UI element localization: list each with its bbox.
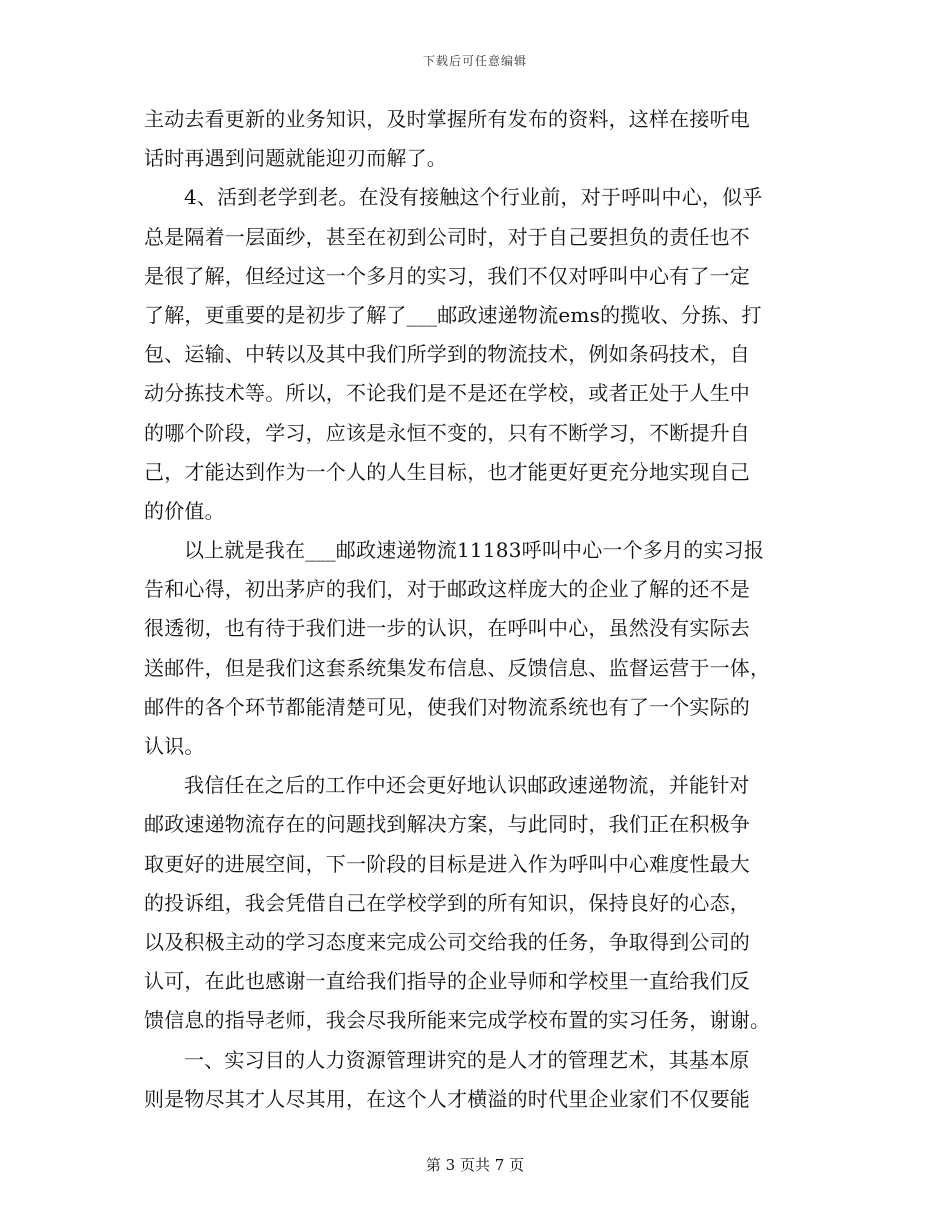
text-line: 的哪个阶段，学习，应该是永恒不变的，只有不断学习，不断提升自	[144, 420, 750, 445]
text-line: 动分拣技术等。所以，不论我们是不是还在学校，或者正处于人生中	[144, 381, 750, 406]
text-line: 话时再遇到问题就能迎刃而解了。	[144, 146, 447, 171]
paragraph-start-line: 一、实习目的人力资源管理讲究的是人才的管理艺术，其基本原	[184, 1047, 750, 1072]
text-line: 总是隔着一层面纱，甚至在初到公司时，对于自己要担负的责任也不	[144, 224, 750, 249]
text-line: 认识。	[144, 734, 205, 758]
text-line: 了解，更重要的是初步了解了___邮政速递物流ems的揽收、分拣、打	[144, 302, 762, 327]
text-line: 很透彻，也有待于我们进一步的认识，在呼叫中心，虽然没有实际去	[144, 616, 750, 641]
text-line: 告和心得，初出茅庐的我们，对于邮政这样庞大的企业了解的还不是	[144, 577, 750, 602]
text-line: 认可，在此也感谢一直给我们指导的企业导师和学校里一直给我们反	[144, 969, 750, 994]
page-header: 下载后可任意编辑	[422, 54, 527, 68]
text-line: 邮政速递物流存在的问题找到解决方案，与此同时，我们正在积极争	[144, 812, 750, 837]
text-line: 主动去看更新的业务知识，及时掌握所有发布的资料，这样在接听电	[144, 107, 750, 131]
text-line: 的价值。	[144, 498, 225, 523]
paragraph-start-line: 我信任在之后的工作中还会更好地认识邮政速递物流，并能针对	[184, 773, 750, 798]
text-line: 邮件的各个环节都能清楚可见，使我们对物流系统也有了一个实际的	[144, 694, 750, 719]
text-line: 是很了解，但经过这一个多月的实习，我们不仅对呼叫中心有了一定	[144, 263, 750, 288]
text-line: 包、运输、中转以及其中我们所学到的物流技术，例如条码技术，自	[144, 342, 750, 367]
document-body	[144, 100, 804, 1119]
text-line: 取更好的进展空间，下一阶段的目标是进入作为呼叫中心难度性最大	[144, 851, 750, 876]
text-line: 馈信息的指导老师，我会尽我所能来完成学校布置的实习任务，谢谢。	[144, 1008, 771, 1033]
text-line: 则是物尽其才人尽其用，在这个人才横溢的时代里企业家们不仅要能	[144, 1086, 750, 1111]
paragraph-start-line: 以上就是我在___邮政速递物流11183呼叫中心一个多月的实习报	[184, 538, 765, 563]
text-line: 以及积极主动的学习态度来完成公司交给我的任务，争取得到公司的	[144, 929, 750, 954]
page-footer: 第 3 页共 7 页	[425, 1156, 525, 1174]
text-line: 己，才能达到作为一个人的人生目标，也才能更好更充分地实现自己	[144, 459, 750, 484]
text-line: 的投诉组，我会凭借自己在学校学到的所有知识，保持良好的心态，	[144, 890, 750, 915]
text-line: 送邮件，但是我们这套系统集发布信息、反馈信息、监督运营于一体，	[144, 655, 771, 680]
paragraph-start-line: 4、活到老学到老。在没有接触这个行业前，对于呼叫中心，似乎	[184, 185, 763, 210]
